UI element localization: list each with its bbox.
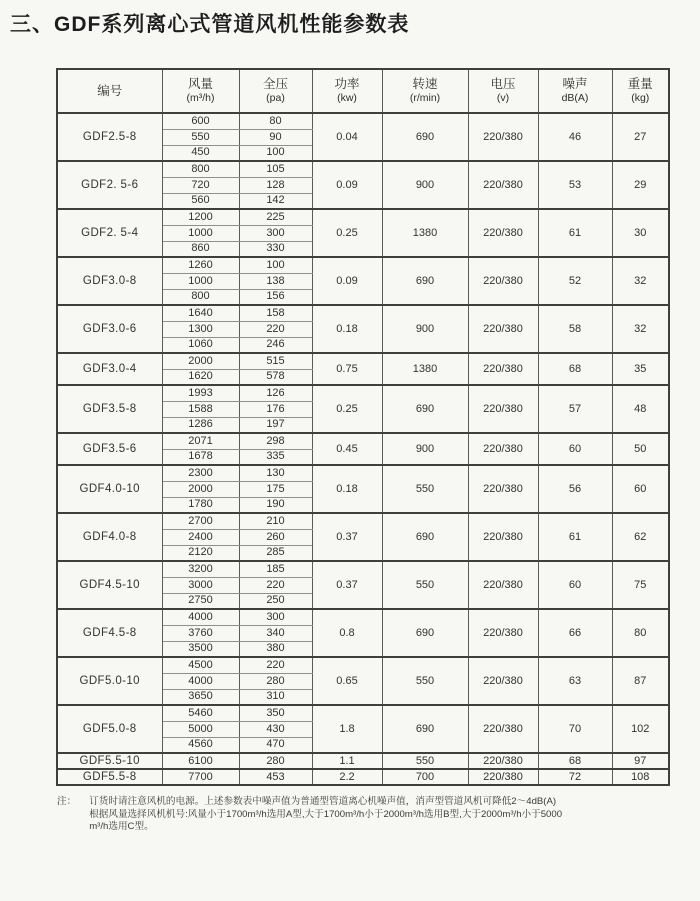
voltage-cell: 220/380	[468, 257, 538, 305]
voltage-cell: 220/380	[468, 353, 538, 385]
col-header-weight-label: 重量	[627, 77, 653, 91]
flow-cell: 2700	[162, 513, 239, 529]
pressure-cell: 175	[239, 481, 312, 497]
col-header-power-unit: (kw)	[337, 92, 357, 104]
voltage-cell: 220/380	[468, 113, 538, 161]
footnote-line-1: 订货时请注意风机的电源。上述参数表中噪声值为普通型管道离心机噪声值，消声型管道风机可降低2～4dB(A)	[89, 796, 557, 807]
power-cell: 0.65	[312, 657, 382, 705]
pressure-cell: 156	[239, 289, 312, 305]
pressure-cell: 430	[239, 721, 312, 737]
flow-cell: 1678	[162, 449, 239, 465]
flow-cell: 2000	[162, 353, 239, 369]
table-row	[57, 561, 669, 577]
flow-cell: 6100	[162, 753, 239, 769]
power-cell: 0.09	[312, 257, 382, 305]
pressure-cell: 310	[239, 689, 312, 705]
speed-cell: 900	[382, 305, 468, 353]
pressure-cell: 190	[239, 497, 312, 513]
col-header-model-label: 编号	[97, 83, 123, 98]
weight-cell: 48	[612, 385, 669, 433]
pressure-cell: 80	[239, 113, 312, 129]
pressure-cell: 335	[239, 449, 312, 465]
header-row	[57, 69, 669, 113]
model-cell: GDF3.0-8	[57, 257, 162, 305]
col-header-voltage-unit: (v)	[496, 92, 510, 104]
pressure-cell: 158	[239, 305, 312, 321]
flow-cell: 1286	[162, 417, 239, 433]
pressure-cell: 130	[239, 465, 312, 481]
voltage-cell: 220/380	[468, 705, 538, 753]
pressure-cell: 300	[239, 225, 312, 241]
table-body	[57, 113, 669, 785]
power-cell: 0.37	[312, 561, 382, 609]
noise-cell: 57	[538, 385, 612, 433]
noise-cell: 72	[538, 769, 612, 785]
footnote	[57, 796, 693, 834]
noise-cell: 46	[538, 113, 612, 161]
col-header-flow	[162, 69, 239, 113]
flow-cell: 3200	[162, 561, 239, 577]
weight-cell: 32	[612, 305, 669, 353]
flow-cell: 1300	[162, 321, 239, 337]
speed-cell: 550	[382, 753, 468, 769]
weight-cell: 27	[612, 113, 669, 161]
power-cell: 1.8	[312, 705, 382, 753]
pressure-cell: 453	[239, 769, 312, 785]
flow-cell: 2750	[162, 593, 239, 609]
speed-cell: 550	[382, 657, 468, 705]
flow-cell: 1000	[162, 273, 239, 289]
voltage-cell: 220/380	[468, 657, 538, 705]
power-cell: 0.18	[312, 305, 382, 353]
weight-cell: 87	[612, 657, 669, 705]
speed-cell: 690	[382, 113, 468, 161]
power-cell: 0.04	[312, 113, 382, 161]
flow-cell: 4000	[162, 609, 239, 625]
flow-cell: 4560	[162, 737, 239, 753]
model-cell: GDF3.0-4	[57, 353, 162, 385]
fan-spec-table	[56, 68, 670, 786]
pressure-cell: 330	[239, 241, 312, 257]
power-cell: 0.09	[312, 161, 382, 209]
noise-cell: 52	[538, 257, 612, 305]
model-cell: GDF2.5-8	[57, 113, 162, 161]
noise-cell: 68	[538, 353, 612, 385]
power-cell: 1.1	[312, 753, 382, 769]
flow-cell: 720	[162, 177, 239, 193]
weight-cell: 97	[612, 753, 669, 769]
table-row	[57, 433, 669, 449]
pressure-cell: 128	[239, 177, 312, 193]
weight-cell: 108	[612, 769, 669, 785]
table-row	[57, 161, 669, 177]
col-header-noise-label: 噪声	[562, 77, 588, 91]
pressure-cell: 578	[239, 369, 312, 385]
table-row	[57, 113, 669, 129]
flow-cell: 2120	[162, 545, 239, 561]
noise-cell: 70	[538, 705, 612, 753]
voltage-cell: 220/380	[468, 305, 538, 353]
power-cell: 0.8	[312, 609, 382, 657]
speed-cell: 690	[382, 385, 468, 433]
flow-cell: 1780	[162, 497, 239, 513]
pressure-cell: 225	[239, 209, 312, 225]
voltage-cell: 220/380	[468, 609, 538, 657]
power-cell: 0.37	[312, 513, 382, 561]
model-cell: GDF5.5-8	[57, 769, 162, 785]
flow-cell: 1200	[162, 209, 239, 225]
flow-cell: 860	[162, 241, 239, 257]
pressure-cell: 260	[239, 529, 312, 545]
flow-cell: 1993	[162, 385, 239, 401]
col-header-pressure-unit: (pa)	[266, 92, 285, 104]
noise-cell: 68	[538, 753, 612, 769]
footnote-line-2: 根据风量选择风机机号:风量小于1700m³/h选用A型,大于1700m³/h小于2000m³/h选用B型,大于2000m³/h小于5000	[89, 808, 563, 820]
table-row	[57, 513, 669, 529]
pressure-cell: 126	[239, 385, 312, 401]
pressure-cell: 246	[239, 337, 312, 353]
table-row	[57, 257, 669, 273]
flow-cell: 4000	[162, 673, 239, 689]
power-cell: 0.45	[312, 433, 382, 465]
flow-cell: 3500	[162, 641, 239, 657]
speed-cell: 550	[382, 561, 468, 609]
flow-cell: 800	[162, 289, 239, 305]
speed-cell: 1380	[382, 209, 468, 257]
pressure-cell: 220	[239, 321, 312, 337]
flow-cell: 2000	[162, 481, 239, 497]
speed-cell: 690	[382, 513, 468, 561]
pressure-cell: 280	[239, 673, 312, 689]
col-header-speed-unit: (r/min)	[409, 92, 441, 104]
col-header-weight-unit: (kg)	[631, 92, 650, 104]
col-header-flow-unit: (m³/h)	[186, 92, 215, 104]
model-cell: GDF3.0-6	[57, 305, 162, 353]
noise-cell: 60	[538, 433, 612, 465]
col-header-weight	[612, 69, 669, 113]
pressure-cell: 515	[239, 353, 312, 369]
table-row	[57, 209, 669, 225]
speed-cell: 700	[382, 769, 468, 785]
voltage-cell: 220/380	[468, 561, 538, 609]
pressure-cell: 105	[239, 161, 312, 177]
power-cell: 2.2	[312, 769, 382, 785]
weight-cell: 35	[612, 353, 669, 385]
speed-cell: 550	[382, 465, 468, 513]
pressure-cell: 138	[239, 273, 312, 289]
flow-cell: 2071	[162, 433, 239, 449]
model-cell: GDF4.5-10	[57, 561, 162, 609]
flow-cell: 1620	[162, 369, 239, 385]
noise-cell: 61	[538, 209, 612, 257]
flow-cell: 550	[162, 129, 239, 145]
model-cell: GDF5.5-10	[57, 753, 162, 769]
model-cell: GDF2. 5-6	[57, 161, 162, 209]
flow-cell: 3760	[162, 625, 239, 641]
flow-cell: 1260	[162, 257, 239, 273]
flow-cell: 3650	[162, 689, 239, 705]
flow-cell: 800	[162, 161, 239, 177]
col-header-pressure	[239, 69, 312, 113]
model-cell: GDF3.5-6	[57, 433, 162, 465]
pressure-cell: 300	[239, 609, 312, 625]
flow-cell: 7700	[162, 769, 239, 785]
model-cell: GDF4.0-8	[57, 513, 162, 561]
flow-cell: 560	[162, 193, 239, 209]
flow-cell: 1588	[162, 401, 239, 417]
pressure-cell: 470	[239, 737, 312, 753]
model-cell: GDF2. 5-4	[57, 209, 162, 257]
model-cell: GDF3.5-8	[57, 385, 162, 433]
weight-cell: 32	[612, 257, 669, 305]
flow-cell: 2400	[162, 529, 239, 545]
col-header-power-label: 功率	[334, 77, 360, 91]
table-row	[57, 609, 669, 625]
weight-cell: 60	[612, 465, 669, 513]
weight-cell: 29	[612, 161, 669, 209]
pressure-cell: 285	[239, 545, 312, 561]
table-row	[57, 465, 669, 481]
noise-cell: 66	[538, 609, 612, 657]
col-header-voltage-label: 电压	[490, 77, 516, 91]
pressure-cell: 250	[239, 593, 312, 609]
col-header-noise	[538, 69, 612, 113]
flow-cell: 600	[162, 113, 239, 129]
pressure-cell: 280	[239, 753, 312, 769]
table-row	[57, 353, 669, 369]
noise-cell: 56	[538, 465, 612, 513]
flow-cell: 4500	[162, 657, 239, 673]
pressure-cell: 100	[239, 257, 312, 273]
model-cell: GDF5.0-10	[57, 657, 162, 705]
flow-cell: 1640	[162, 305, 239, 321]
power-cell: 0.25	[312, 209, 382, 257]
pressure-cell: 176	[239, 401, 312, 417]
flow-cell: 3000	[162, 577, 239, 593]
pressure-cell: 100	[239, 145, 312, 161]
table-row	[57, 705, 669, 721]
pressure-cell: 220	[239, 657, 312, 673]
power-cell: 0.18	[312, 465, 382, 513]
noise-cell: 53	[538, 161, 612, 209]
pressure-cell: 380	[239, 641, 312, 657]
col-header-pressure-label: 全压	[262, 77, 288, 91]
voltage-cell: 220/380	[468, 385, 538, 433]
col-header-speed	[382, 69, 468, 113]
model-cell: GDF4.5-8	[57, 609, 162, 657]
flow-cell: 450	[162, 145, 239, 161]
speed-cell: 690	[382, 705, 468, 753]
flow-cell: 5460	[162, 705, 239, 721]
pressure-cell: 142	[239, 193, 312, 209]
pressure-cell: 298	[239, 433, 312, 449]
model-cell: GDF5.0-8	[57, 705, 162, 753]
pressure-cell: 90	[239, 129, 312, 145]
weight-cell: 30	[612, 209, 669, 257]
voltage-cell: 220/380	[468, 161, 538, 209]
table-row	[57, 769, 669, 785]
flow-cell: 2300	[162, 465, 239, 481]
footnote-text	[89, 796, 693, 834]
noise-cell: 63	[538, 657, 612, 705]
table-row	[57, 753, 669, 769]
col-header-speed-label: 转速	[412, 77, 438, 91]
footnote-line-3: m³/h选用C型。	[89, 821, 154, 832]
weight-cell: 62	[612, 513, 669, 561]
page-title: 三、GDF系列离心式管道风机性能参数表	[10, 13, 410, 36]
table-row	[57, 657, 669, 673]
weight-cell: 102	[612, 705, 669, 753]
pressure-cell: 350	[239, 705, 312, 721]
voltage-cell: 220/380	[468, 753, 538, 769]
speed-cell: 690	[382, 257, 468, 305]
pressure-cell: 340	[239, 625, 312, 641]
pressure-cell: 185	[239, 561, 312, 577]
pressure-cell: 210	[239, 513, 312, 529]
voltage-cell: 220/380	[468, 769, 538, 785]
weight-cell: 75	[612, 561, 669, 609]
voltage-cell: 220/380	[468, 465, 538, 513]
col-header-noise-unit: dB(A)	[561, 92, 589, 104]
speed-cell: 900	[382, 161, 468, 209]
noise-cell: 58	[538, 305, 612, 353]
speed-cell: 1380	[382, 353, 468, 385]
power-cell: 0.75	[312, 353, 382, 385]
power-cell: 0.25	[312, 385, 382, 433]
voltage-cell: 220/380	[468, 433, 538, 465]
col-header-power	[312, 69, 382, 113]
table-row	[57, 385, 669, 401]
pressure-cell: 220	[239, 577, 312, 593]
voltage-cell: 220/380	[468, 209, 538, 257]
flow-cell: 5000	[162, 721, 239, 737]
table-row	[57, 305, 669, 321]
noise-cell: 60	[538, 561, 612, 609]
weight-cell: 50	[612, 433, 669, 465]
col-header-model	[57, 69, 162, 113]
weight-cell: 80	[612, 609, 669, 657]
flow-cell: 1000	[162, 225, 239, 241]
model-cell: GDF4.0-10	[57, 465, 162, 513]
col-header-flow-label: 风量	[187, 77, 213, 91]
voltage-cell: 220/380	[468, 513, 538, 561]
speed-cell: 900	[382, 433, 468, 465]
noise-cell: 61	[538, 513, 612, 561]
speed-cell: 690	[382, 609, 468, 657]
pressure-cell: 197	[239, 417, 312, 433]
footnote-label: 注：	[57, 796, 77, 807]
flow-cell: 1060	[162, 337, 239, 353]
col-header-voltage	[468, 69, 538, 113]
